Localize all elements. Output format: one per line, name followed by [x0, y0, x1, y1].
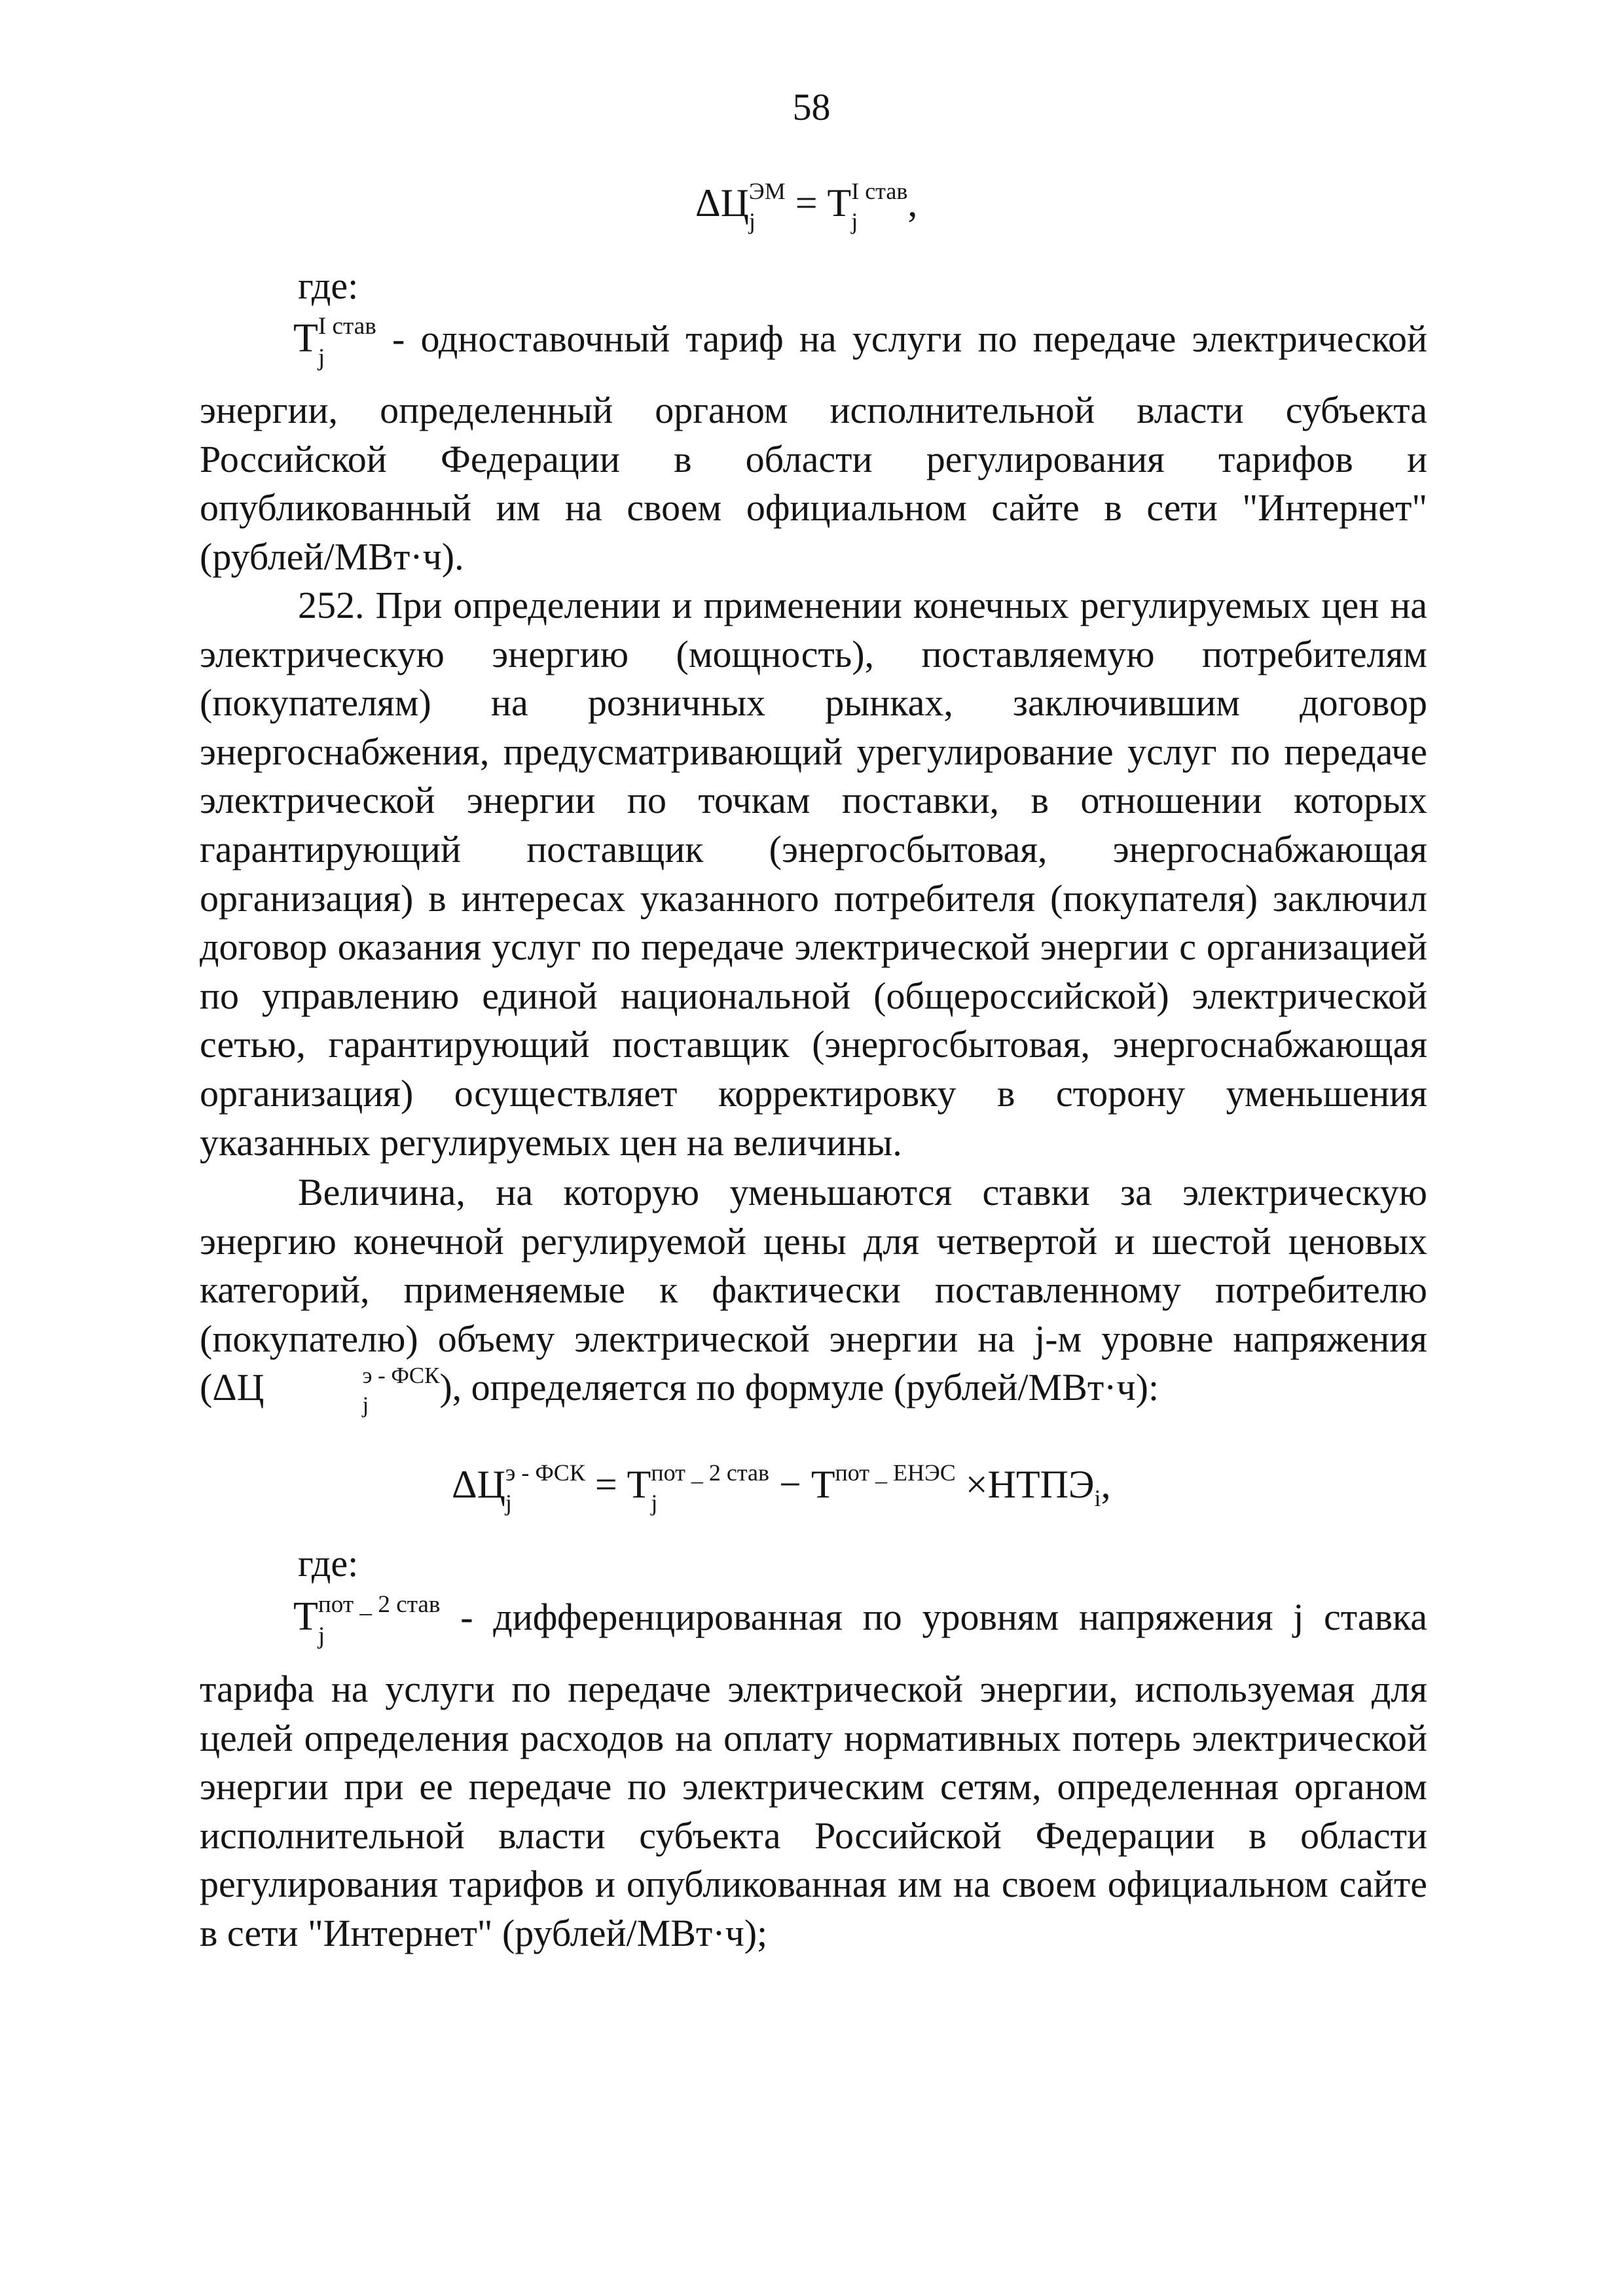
definition-2-continuation: тарифа на услуги по передаче электрической энергии, используемая для целей определения расходов на оплату нормативных потерь электрической энергии при ее передаче по электрическим сетям, определенная органом исполнительной власти субъекта Российской Федерации в области регулирования тарифов и опубликованная им на своем официальном сайте в сети "Интернет" (рублей/МВт·ч); — [200, 1668, 1427, 1954]
paragraph-value — [200, 1168, 1427, 1418]
formula-tail: , — [907, 181, 918, 224]
formula-rhs-sup: I став — [851, 178, 908, 205]
definition-1-text: - одноставочный тариф на услуги по передаче электрической — [392, 317, 1427, 360]
formula-eq: = — [795, 181, 818, 224]
definition-1-symbol-sup: I став — [318, 313, 376, 340]
formula2-lhs: ΔЦ — [452, 1463, 505, 1506]
definition-1-continuation: энергии, определенный органом исполнительной власти субъекта Российской Федерации в области регулирования тарифов и опубликованный им на своем официальном сайте в сети "Интернет" (рублей/МВт·ч). — [200, 389, 1427, 578]
definition-2-text: - дифференцированная по уровням напряжения j ставка — [460, 1596, 1428, 1638]
formula-rhs-sub: j — [851, 208, 858, 235]
formula2-t2: Т — [811, 1463, 835, 1506]
formula2-tail: , — [1101, 1463, 1111, 1506]
definition-2-symbol-sup: пот _ 2 став — [318, 1591, 441, 1619]
definition-2-symbol: Т — [293, 1594, 318, 1639]
formula2-times: × — [965, 1463, 988, 1506]
paragraph-value-symbol: ΔЦ — [212, 1366, 264, 1409]
paragraph-value-symbol-sup: э - ФСК — [362, 1363, 440, 1389]
definition-1-symbol: Т — [293, 316, 318, 361]
formula2-t3: НТПЭ — [987, 1463, 1095, 1506]
formula2-t1-sup: пот _ 2 став — [651, 1460, 769, 1486]
formula-delta-fsk — [452, 1458, 1111, 1524]
paragraph-value-text: Величина, на которую уменьшаются ставки за электрическую энергию конечной регулируемой цены для четвертой и шестой ценовых категорий, применяемые к фактически поставленному потребителю (покупателю) объему электрической энергии на j-м уровне напряжения — [200, 1171, 1427, 1360]
formula-rhs: Т — [827, 181, 852, 224]
formula2-eq: = — [594, 1463, 617, 1506]
formula2-lhs-sup: э - ФСК — [505, 1460, 585, 1486]
formula2-t1: Т — [627, 1463, 651, 1506]
definition-2-first-line — [293, 1587, 1427, 1647]
formula-delta-em — [695, 177, 918, 235]
where-label-2: где: — [298, 1542, 359, 1585]
formula-lhs-sub: j — [748, 208, 756, 235]
formula-lhs-sup: ЭМ — [748, 178, 786, 205]
paragraph-252: 252. При определении и применении конечных регулируемых цен на электрическую энергию (мощность), поставляемую потребителям (покупателям) на розничных рынках, заключившим договор энергоснабжения, предусматривающий урегулирование услуг по передаче электрической энергии по точкам поставки, в отношении которых гарантирующий поставщик (энергосбытовая, энергоснабжающая организация) в интересах указанного потребителя (покупателя) заключил договор оказания услуг по передаче электрической энергии с организацией по управлению единой национальной (общероссийской) электрической сетью, гарантирующий поставщик (энергосбытовая, энергоснабжающая организация) осуществляет корректировку в сторону уменьшения указанных регулируемых цен на величины. — [200, 584, 1427, 1164]
page-number: 58 — [792, 86, 831, 128]
definition-1-symbol-sub: j — [318, 344, 325, 371]
where-label-1: где: — [298, 264, 359, 307]
formula2-t1-sub: j — [651, 1490, 658, 1516]
formula-lhs: ΔЦ — [695, 181, 749, 224]
formula2-lhs-sub: j — [505, 1490, 512, 1516]
formula2-t3-sub: i — [1094, 1485, 1101, 1511]
formula2-minus: − — [778, 1463, 801, 1506]
definition-2-symbol-sub: j — [318, 1622, 325, 1649]
formula2-t2-sup: пот _ ЕНЭС — [835, 1460, 956, 1486]
paragraph-value-close: ), определяется по формуле (рублей/МВт·ч): — [439, 1366, 1159, 1409]
paragraph-value-symbol-sub: j — [362, 1392, 369, 1418]
definition-1-first-line — [293, 309, 1427, 371]
paragraph-value-open: ( — [200, 1366, 213, 1409]
